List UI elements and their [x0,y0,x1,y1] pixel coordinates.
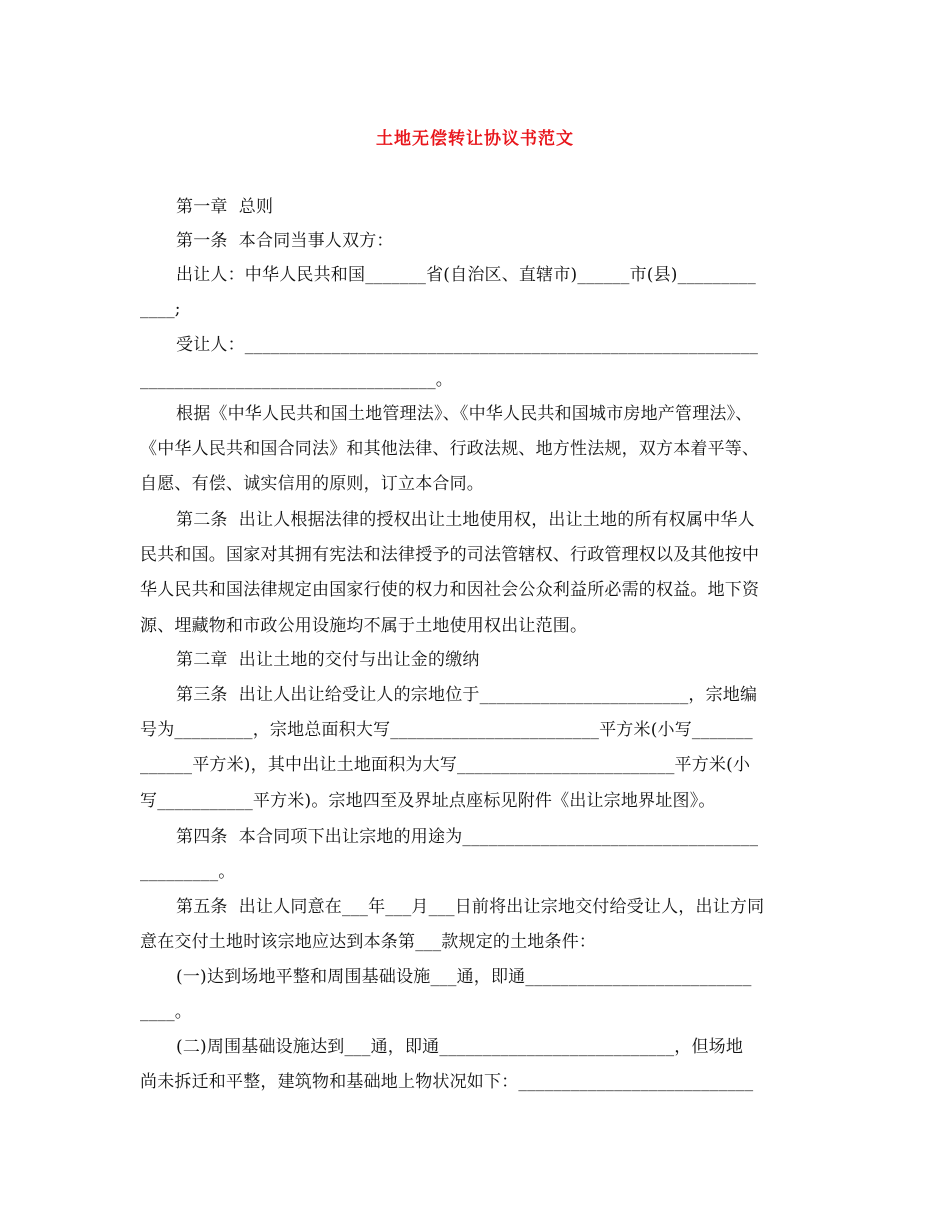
paragraph-line: ______平方米)，其中出让土地面积为大写_________________________平方米(小 [140,755,751,775]
article-line: 第一条 本合同当事人双方： [176,231,394,251]
paragraph-line: __________________________________。 [140,370,453,390]
paragraph-line: (二)周围基础设施达到___通，即通___________________________，但场地 [176,1037,744,1057]
paragraph-line: 源、埋藏物和市政公用设施均不属于土地使用权出让范围。 [140,616,588,636]
paragraph-line: 华人民共和国法律规定由国家行使的权力和因社会公众利益所必需的权益。地下资 [140,580,760,600]
paragraph-line: 《中华人民共和国合同法》和其他法律、行政法规、地方性法规，双方本着平等、 [140,439,760,459]
paragraph-line: 尚未拆迁和平整，建筑物和基础地上物状况如下：___________________________ [140,1072,754,1092]
article-line: 第五条 出让人同意在___年___月___日前将出让宗地交付给受让人，出让方同 [176,897,765,917]
paragraph-line: 自愿、有偿、诚实信用的原则，订立本合同。 [140,474,484,494]
article-line: 第二条 出让人根据法律的授权出让土地使用权，出让土地的所有权属中华人 [176,510,755,530]
paragraph-line: 根据《中华人民共和国土地管理法》、《中华人民共和国城市房地产管理法》、 [176,404,753,424]
paragraph-line: ____。 [140,1002,192,1022]
chapter-heading: 第一章 总则 [176,197,274,217]
document-title: 土地无偿转让协议书范文 [376,129,574,149]
paragraph-line: ____; [140,299,181,319]
paragraph-line: 民共和国。国家对其拥有宪法和法律授予的司法管辖权、行政管理权以及其他按中 [140,545,760,565]
paragraph-line: _________。 [140,862,236,882]
paragraph-line: 写___________平方米)。宗地四至及界址点座标见附件《出让宗地界址图》。 [140,791,716,811]
paragraph-line: 受让人：___________________________________________________________ [176,335,759,355]
paragraph-line: 意在交付土地时该宗地应达到本条第___款规定的土地条件： [140,932,597,952]
paragraph-line: 出让人：中华人民共和国_______省(自治区、直辖市)______市(县)_________ [176,265,756,285]
chapter-heading: 第二章 出让土地的交付与出让金的缴纳 [176,650,480,670]
article-line: 第四条 本合同项下出让宗地的用途为__________________________________ [176,827,759,847]
article-line: 第三条 出让人出让给受让人的宗地位于________________________，宗地编 [176,685,758,705]
paragraph-line: (一)达到场地平整和周围基础设施___通，即通__________________________ [176,967,752,987]
paragraph-line: 号为_________，宗地总面积大写________________________平方米(小写_______ [140,720,753,740]
